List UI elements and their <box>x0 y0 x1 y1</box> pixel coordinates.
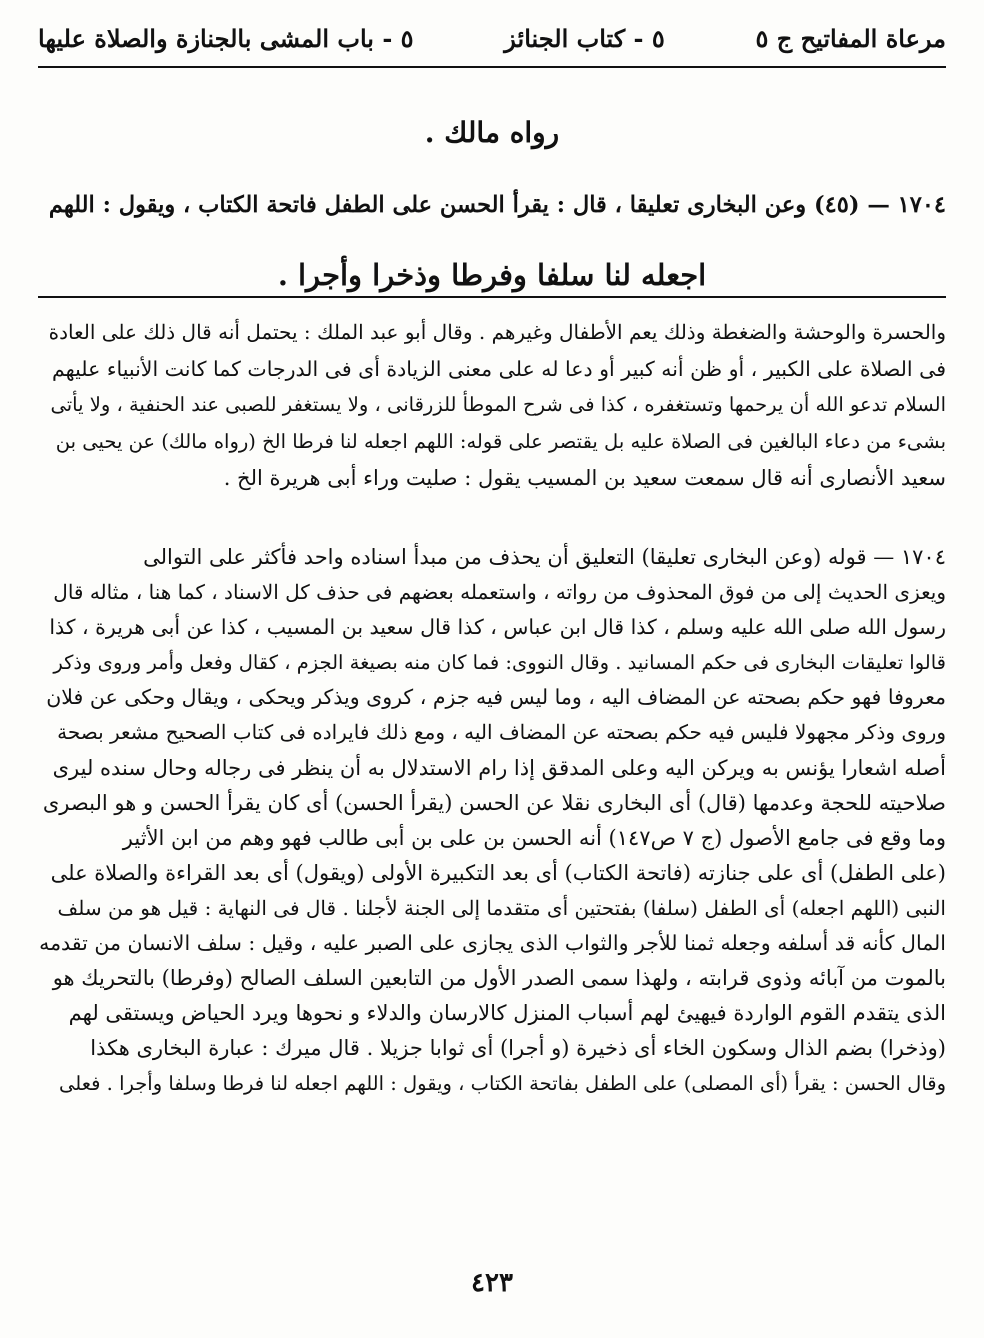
commentary-line: سعيد الأنصارى أنه قال سمعت سعيد بن المسيب يقول : صليت وراء أبى هريرة الخ . <box>223 466 946 490</box>
commentary-line: النبى (اللهم اجعله) أى الطفل (سلفا) بفتحتين أى متقدما إلى الجنة لأجلنا . قال فى النهاية : قيل هو من سلف <box>57 895 946 920</box>
hadith-line <box>38 170 946 240</box>
commentary-line: والحسرة والوحشة والضغطة وذلك يعم الأطفال وغيرهم . وقال أبو عبد الملك : يحتمل أنه قال ذلك على العادة <box>48 320 946 344</box>
commentary-line: بالموت من آبائه وذوى قرابته ، ولهذا سمى الصدر الأول من التابعين السلف الصالح (وفرطا) بالتحريك هو <box>52 966 946 991</box>
commentary-main <box>38 540 946 1102</box>
hadith-line-1: وعن البخارى تعليقا ، قال : يقرأ الحسن على الطفل فاتحة الكتاب ، ويقول : اللهم <box>48 192 807 218</box>
running-header <box>38 24 946 53</box>
commentary-line: صلاحيته للحجة وعدمها (قال) أى البخارى نقلا عن الحسن (يقرأ الحسن) أى كان يقرأ الحسن و هو البصرى <box>42 790 946 815</box>
commentary-line: وما وقع فى جامع الأصول (ج ٧ ص١٤٧) أنه الحسن بن على بن أبى طالب فهو وهم من ابن الأثير <box>122 825 946 850</box>
commentary-line: وروى وذكر مجهولا فليس فيه حكم بصحته عن المضاف اليه ، ومع ذلك فايراده فى كتاب الصحيح مشعر بصحة <box>57 720 946 745</box>
page-number: ٤٢٣ <box>471 1268 513 1298</box>
commentary-line: ويعزى الحديث إلى من فوق المحذوف من رواته ، واستعمله بعضهم فى حذف كل الاسناد ، كما هنا ، مثاله قال <box>53 580 946 605</box>
header-section: ٥ - باب المشى بالجنازة والصلاة عليها <box>38 24 414 53</box>
commentary-line: رسول الله صلى الله عليه وسلم ، كذا قال ابن عباس ، كذا قال سعيد بن المسيب ، كذا عن أبى هريرة ، كذا <box>49 615 946 640</box>
commentary-line: السلام تدعو الله أن يرحمها وتستغفره ، كذا فى شرح الموطأ للزرقانى ، ولا يستغفر للصبى عند الحنفية ، ولا يأتى <box>50 393 946 416</box>
hadith-text <box>38 170 946 310</box>
header-chapter: ٥ - كتاب الجنائز <box>504 24 665 53</box>
footnote-rule <box>38 296 946 298</box>
header-book-title: مرعاة المفاتيح ج ٥ <box>755 24 946 53</box>
header-rule <box>38 66 946 68</box>
commentary-line: فى الصلاة على الكبير ، أو ظن أنه كبير أو دعا له على معنى الزيادة أى فى الدرجات كما كانت الأنبياء عليهم <box>52 356 946 381</box>
commentary-line: (وذخرا) بضم الذال وسكون الخاء أى ذخيرة (و أجرا) أى ثوابا جزيلا . قال ميرك : عبارة البخارى هكذا <box>90 1036 946 1061</box>
commentary-line: أصله اشعارا يؤنس به ويركن اليه وعلى المدقق إذا رام الاستدلال به أن ينظر فى رجاله وحال سنده ليرى <box>52 755 946 780</box>
commentary-line: معروفا فهو حكم بصحته عن المضاف اليه ، وما ليس فيه جزم ، كروى ويذكر ويحكى ، ويقال وحكى عن فلان <box>46 685 946 710</box>
commentary-line: بشىء من دعاء البالغين فى الصلاة عليه بل يقتصر على قوله: اللهم اجعله لنا فرطا الخ (رواه مالك) عن يحيى بن <box>55 429 946 453</box>
commentary-line: ١٧٠٤ — قوله (وعن البخارى تعليقا) التعليق أن يحذف من مبدأ اسناده واحد فأكثر على التوالى <box>143 545 946 569</box>
hadith-number: ١٧٠٤ — (٤٥) <box>814 192 946 218</box>
commentary-line: المال كأنه قد أسلفه وجعله ثمنا للأجر والثواب الذى يجازى على الصبر عليه ، وقيل : سلف الانسان من تقدمه <box>39 931 946 956</box>
narration-title: رواه مالك . <box>424 116 560 149</box>
commentary-line: (على الطفل) أى على جنازته (فاتحة الكتاب) أى بعد التكبيرة الأولى (ويقول) أى بعد القراءة والصلاة على <box>50 860 946 885</box>
commentary-line: وقال الحسن : يقرأ (أى المصلى) على الطفل بفاتحة الكتاب ، ويقول : اللهم اجعله لنا فرطا وسلفا وأجرا . فعلى <box>59 1072 946 1096</box>
commentary-line: قالوا تعليقات البخارى فى حكم المسانيد . وقال النووى: فما كان منه بصيغة الجزم ، كقال وفعل وأمر وروى وذكر <box>53 651 946 675</box>
commentary-line: الذى يتقدم القوم الواردة فيهيئ لهم أسباب المنزل كالارسان والدلاء و نحوها ويرد الحياض ويستقى لهم <box>68 1001 946 1026</box>
hadith-line-2: اجعله لنا سلفا وفرطا وذخرا وأجرا . <box>277 258 707 292</box>
commentary-top <box>38 314 946 497</box>
